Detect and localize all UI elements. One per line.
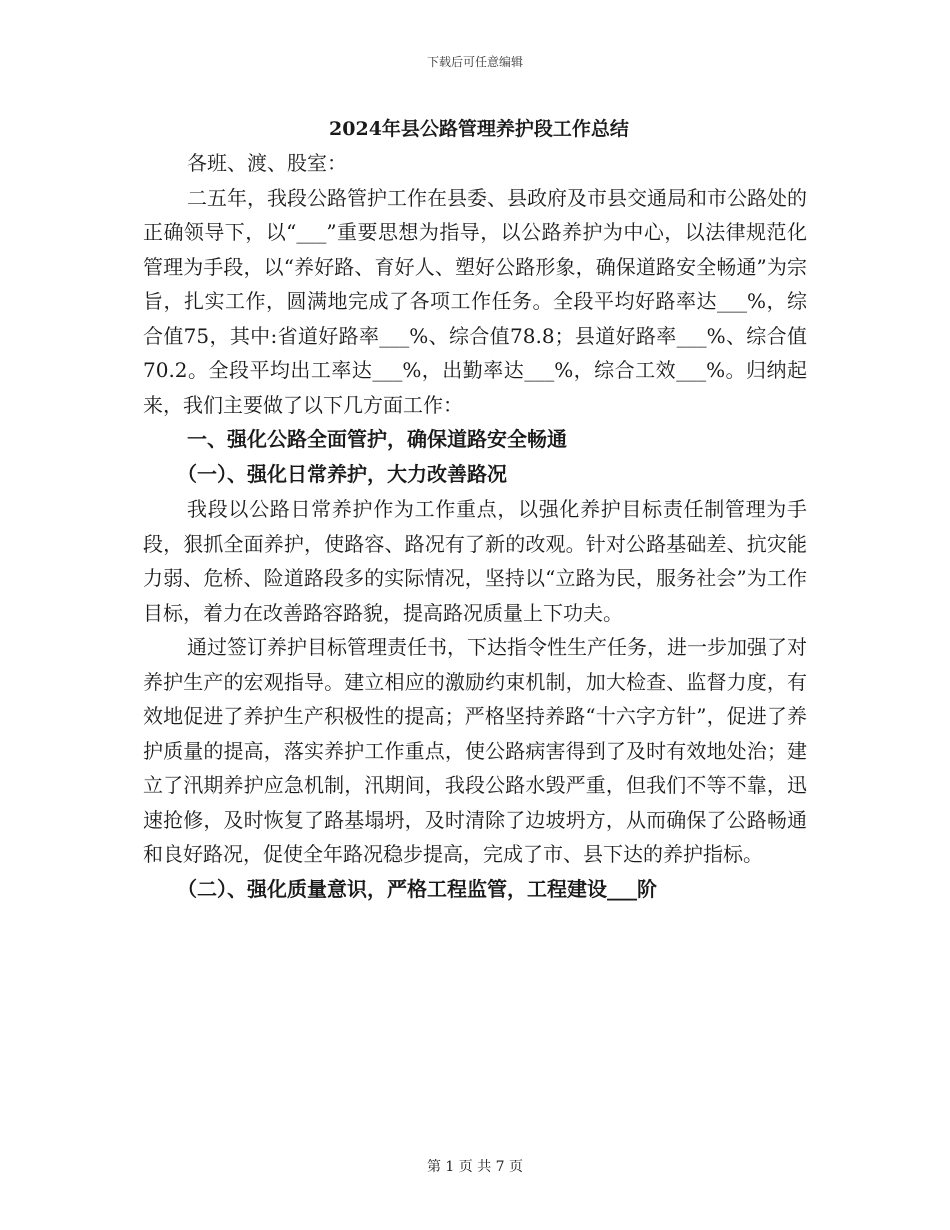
- header-note: 下载后可任意编辑: [426, 55, 523, 69]
- paragraph-1: 我段以公路日常养护作为工作重点，以强化养护目标责任制管理为手段，狠抓全面养护，使路容、路况有了新的改观。针对公路基础差、抗灾能力弱、危桥、险道路段多的实际情况，坚持以“立路为民，服务社会”为工作目标，着力在改善路容路貌，提高路况质量上下功夫。: [143, 497, 807, 625]
- subsection-heading-2: （二）、强化质量意识，严格工程监管，工程建设___阶: [177, 876, 657, 901]
- document-body: [143, 112, 807, 907]
- page-footer: 第 1 页 共 7 页: [426, 1159, 524, 1175]
- section-heading-1: 一、强化公路全面管护，确保道路安全畅通: [187, 427, 567, 451]
- subsection-heading-1: （一）、强化日常养护，大力改善路况: [177, 462, 507, 486]
- intro-paragraph: 二五年，我段公路管护工作在县委、县政府及市县交通局和市公路处的正确领导下，以“___”重要思想为指导，以公路养护为中心，以法律规范化管理为手段，以“养好路、育好人、塑好公路形象，确保道路安全畅通”为宗旨，扎实工作，圆满地完成了各项工作任务。全段平均好路率达___%，综合值75，其中:省道好路率___%、综合值78.8；县道好路率___%、综合值70.2。全段平均出工率达___%，出勤率达___%，综合工效___%。归纳起来，我们主要做了以下几方面工作：: [143, 185, 807, 417]
- document-title: 2024年县公路管理养护段工作总结: [329, 118, 629, 140]
- salutation: 各班、渡、股室：: [187, 151, 347, 175]
- paragraph-2: 通过签订养护目标管理责任书，下达指令性生产任务，进一步加强了对养护生产的宏观指导。建立相应的激励约束机制，加大检查、监督力度，有效地促进了养护生产积极性的提高；严格坚持养路“十六字方针”，促进了养护质量的提高，落实养护工作重点，使公路病害得到了及时有效地处治；建立了汛期养护应急机制，汛期间，我段公路水毁严重，但我们不等不靠，迅速抢修，及时恢复了路基塌坍，及时清除了边坡坍方，从而确保了公路畅通和良好路况，促使全年路况稳步提高，完成了市、县下达的养护指标。: [143, 635, 807, 866]
